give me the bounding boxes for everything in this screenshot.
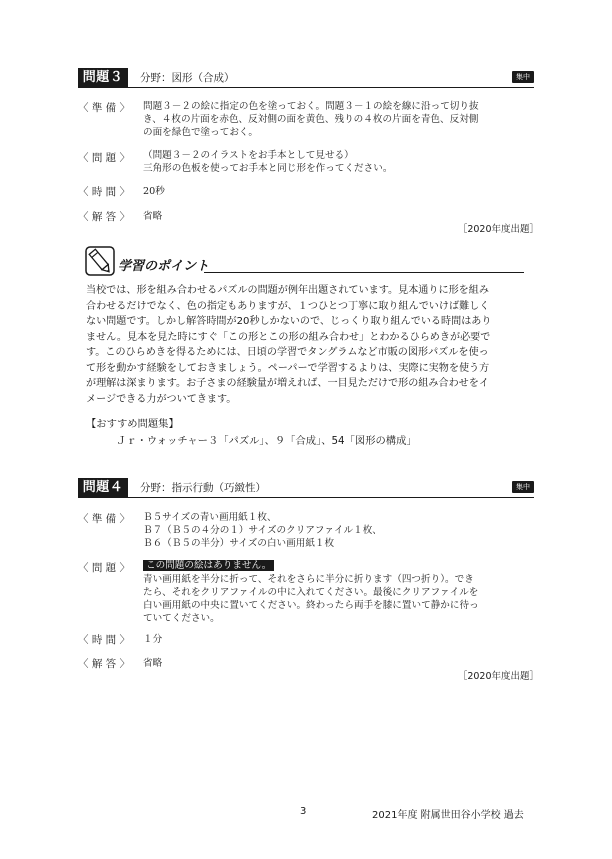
page-number: 3 xyxy=(300,806,307,817)
problem4-rule xyxy=(78,497,534,498)
pencil-icon xyxy=(84,244,118,282)
text-line: て形を動かす経験をしておきましょう。ペーパーで学習するよりは、実際に実物を使う方 xyxy=(86,362,490,374)
problem3-time-value: 20秒 xyxy=(143,186,165,197)
problem4-answer-label: 〈 解 答 〉 xyxy=(78,658,131,670)
text-line: き、４枚の片面を赤色、反対側の面を黄色、残りの４枚の片面を青色、反対側 xyxy=(143,114,479,125)
problem3-question-label: 〈 問 題 〉 xyxy=(78,152,131,164)
problem4-time-value: １分 xyxy=(143,634,163,645)
text-line: ない問題です。しかし解答時間が20秒しかないので、じっくり取り組んでいる時間はあり xyxy=(86,316,492,327)
recommend-text: Ｊｒ・ウォッチャー３「パズル」、９「合成」、54「図形の構成」 xyxy=(116,435,417,447)
text-line: Ｂ６（Ｂ５の半分）サイズの白い画用紙１枚 xyxy=(143,538,335,549)
problem4-time-label: 〈 時 間 〉 xyxy=(78,634,131,646)
problem4-header xyxy=(78,478,534,498)
problem4-topic: 分野：指示行動（巧緻性） xyxy=(140,482,266,494)
text-line: メージできる力がついてきます。 xyxy=(86,393,237,405)
problem3-question-text xyxy=(143,149,541,175)
text-line: 問題３－２の絵に指定の色を塗っておく。問題３－１の絵を線に沿って切り抜 xyxy=(143,101,479,112)
text-line: が理解は深まります。お子さまの経験量が増えれば、一目見ただけで形の組み合わせをイ xyxy=(86,378,489,389)
problem3-time-label: 〈 時 間 〉 xyxy=(78,186,131,198)
problem4-prep-label: 〈 準 備 〉 xyxy=(78,513,131,525)
text-line: 当校では、形を組み合わせるパズルの問題が例年出題されています。見本通りに形を組み xyxy=(86,285,489,296)
text-line: 白い画用紙の中央に置いてください。終わったら両手を膝に置いて静かに待っ xyxy=(143,600,479,611)
problem3-topic: 分野：図形（合成） xyxy=(140,72,235,84)
text-line: 合わせるだけでなく、色の指定もありますが、１つひとつ丁寧に取り組んでいけば難しく xyxy=(86,300,490,312)
problem3-answer-value: 省略 xyxy=(143,211,163,222)
text-line: ません。見本を見た時にすぐ「この形とこの形の組み合わせ」とわかるひらめきが必要で xyxy=(86,331,491,343)
learning-point-rule xyxy=(204,272,524,273)
text-line: Ｂ５サイズの青い画用紙１枚、 xyxy=(143,512,277,523)
problem4-question-text xyxy=(143,559,541,625)
learning-point-title: 学習のポイント xyxy=(118,259,210,274)
learning-point-body xyxy=(86,283,536,407)
problem4-tag: 集中 xyxy=(512,481,534,493)
text-line: Ｂ７（Ｂ５の４分の１）サイズのクリアファイル１枚、 xyxy=(143,525,382,536)
problem3-year: ［2020年度出題］ xyxy=(457,224,539,235)
problem4-question-label: 〈 問 題 〉 xyxy=(78,562,131,574)
text-line: （問題３－２のイラストをお手本として見せる） xyxy=(143,150,354,161)
learning-point-header xyxy=(84,244,524,280)
problem3-prep-label: 〈 準 備 〉 xyxy=(78,102,131,114)
text-line: ていてください。 xyxy=(143,613,220,624)
problem4-badge: 問題４ xyxy=(78,478,128,498)
text-line: す。このひらめきを得るためには、日頃の学習でタングラムなど市販の図形パズルを使っ xyxy=(86,347,489,358)
text-line: たら、それをクリアファイルの中に入れてください。最後にクリアファイルを xyxy=(143,587,479,598)
problem3-rule xyxy=(78,87,534,88)
text-line: の面を緑色で塗っておく。 xyxy=(143,127,258,138)
problem3-tag: 集中 xyxy=(512,71,534,83)
problem3-answer-label: 〈 解 答 〉 xyxy=(78,211,131,223)
footer-title: 2021年度 附属世田谷小学校 過去 xyxy=(372,810,524,821)
text-line: 三角形の色板を使ってお手本と同じ形を作ってください。 xyxy=(143,163,393,174)
problem3-prep-text xyxy=(143,100,541,139)
problem4-year: ［2020年度出題］ xyxy=(457,671,539,682)
text-line: 青い画用紙を半分に折って、それをさらに半分に折ります（四つ折り）。でき xyxy=(143,574,474,585)
problem3-badge: 問題３ xyxy=(78,68,128,88)
no-illustration-note: この問題の絵はありません。 xyxy=(143,560,274,571)
recommend-label: 【おすすめ問題集】 xyxy=(86,418,179,430)
problem4-prep-text xyxy=(143,511,541,550)
problem3-header xyxy=(78,68,534,88)
problem4-answer-value: 省略 xyxy=(143,658,163,669)
